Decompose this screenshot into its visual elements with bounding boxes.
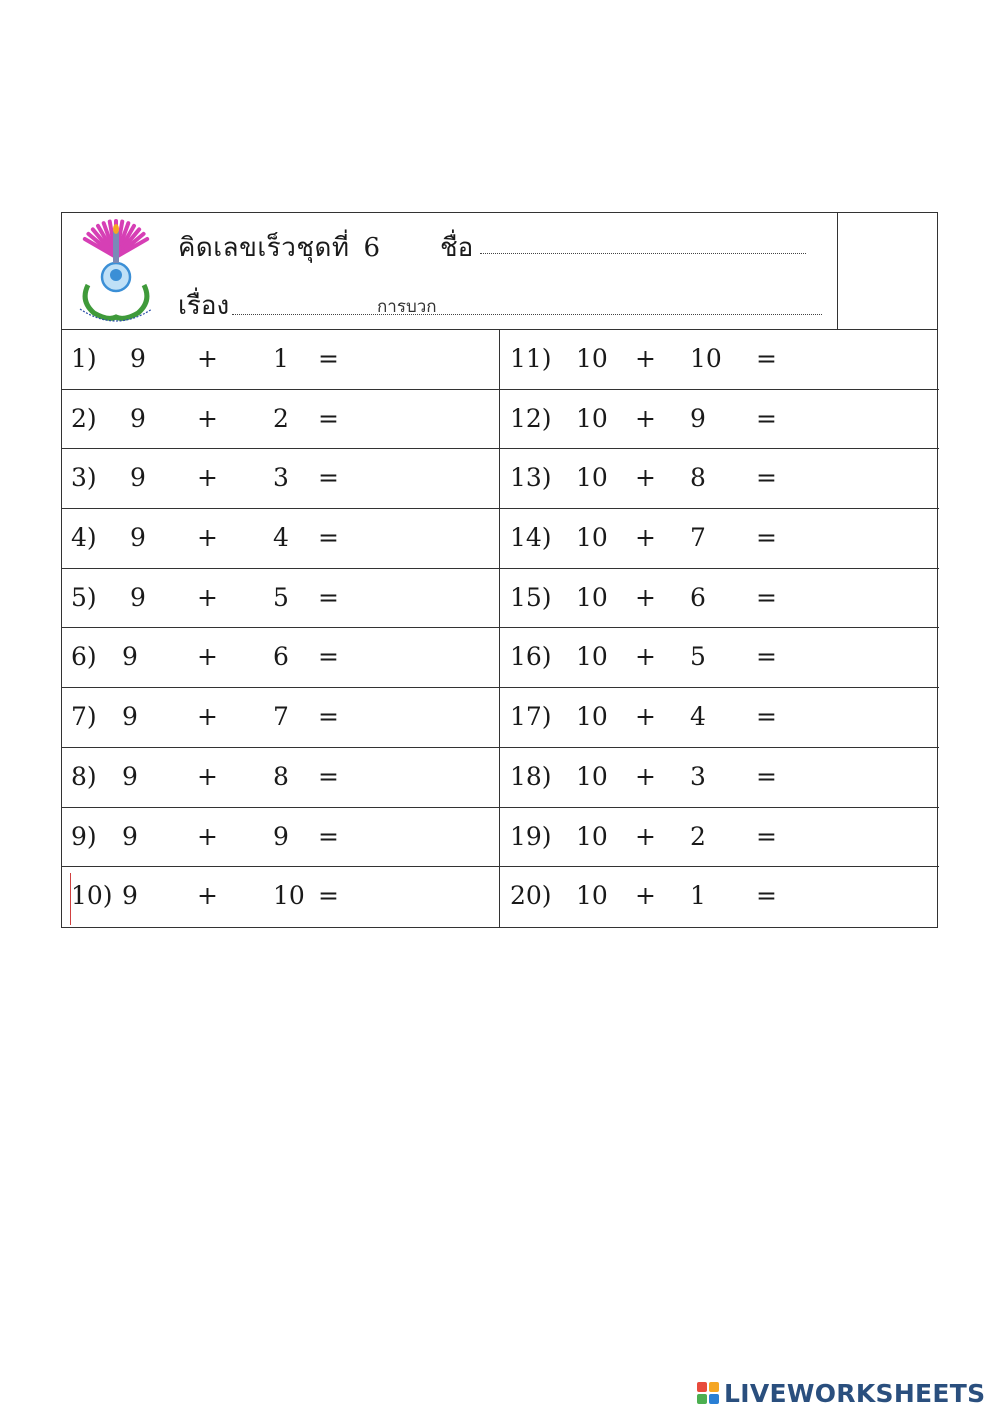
equals-sign: = <box>318 523 339 553</box>
problem-number: 17) <box>510 702 552 732</box>
problem-cell[interactable] <box>62 748 500 808</box>
second-operand: 5 <box>690 642 706 672</box>
second-operand: 3 <box>690 761 706 791</box>
problem-cell[interactable] <box>500 867 939 927</box>
second-operand: 4 <box>273 523 289 553</box>
problem-cell[interactable] <box>62 808 500 868</box>
worksheet-title <box>178 227 381 268</box>
first-operand: 10 <box>576 761 608 791</box>
equals-sign: = <box>756 821 777 851</box>
operator: + <box>197 582 218 612</box>
logo-block <box>697 1394 707 1404</box>
second-operand: 8 <box>273 761 289 791</box>
problem-number: 11) <box>510 344 552 373</box>
problem-cell[interactable] <box>62 449 500 509</box>
first-operand: 10 <box>576 642 608 672</box>
second-operand: 1 <box>690 881 706 911</box>
equals-sign: = <box>756 523 777 553</box>
operator: + <box>197 702 218 732</box>
problem-cell[interactable] <box>500 628 939 688</box>
problem-number: 2) <box>71 403 97 433</box>
second-operand: 1 <box>273 344 289 373</box>
first-operand: 9 <box>122 821 138 851</box>
second-operand: 9 <box>690 403 706 433</box>
first-operand: 9 <box>130 403 146 433</box>
operator: + <box>635 582 656 612</box>
first-operand: 9 <box>122 881 138 911</box>
operator: + <box>197 463 218 493</box>
problem-cell[interactable] <box>62 330 500 390</box>
problem-number: 9) <box>71 821 97 851</box>
second-operand: 2 <box>273 403 289 433</box>
first-operand: 10 <box>576 582 608 612</box>
equals-sign: = <box>756 642 777 672</box>
second-operand: 6 <box>273 642 289 672</box>
second-operand: 2 <box>690 821 706 851</box>
first-operand: 10 <box>576 523 608 553</box>
operator: + <box>197 403 218 433</box>
operator: + <box>197 344 218 373</box>
problem-grid <box>61 330 938 928</box>
problem-number: 18) <box>510 761 552 791</box>
first-operand: 9 <box>122 761 138 791</box>
operator: + <box>635 881 656 911</box>
problem-number: 16) <box>510 642 552 672</box>
problem-cell[interactable] <box>500 808 939 868</box>
topic-label: เรื่อง <box>178 291 230 321</box>
watermark-text: LIVEWORKSHEETS <box>724 1378 986 1408</box>
operator: + <box>635 642 656 672</box>
worksheet-header <box>61 212 938 330</box>
equals-sign: = <box>318 821 339 851</box>
problem-cell[interactable] <box>500 748 939 808</box>
first-operand: 9 <box>130 344 146 373</box>
equals-sign: = <box>756 881 777 911</box>
worksheet <box>61 212 938 928</box>
problem-cell[interactable] <box>62 688 500 748</box>
problem-cell[interactable] <box>500 390 939 450</box>
operator: + <box>197 881 218 911</box>
topic-field <box>232 314 822 315</box>
problem-number: 5) <box>71 582 97 612</box>
operator: + <box>197 523 218 553</box>
second-operand: 4 <box>690 702 706 732</box>
first-operand: 10 <box>576 403 608 433</box>
school-emblem-icon <box>74 217 158 325</box>
equals-sign: = <box>318 702 339 732</box>
liveworksheets-logo <box>697 1378 985 1408</box>
problem-number: 4) <box>71 523 97 553</box>
problem-cell[interactable] <box>500 509 939 569</box>
first-operand: 9 <box>122 642 138 672</box>
problem-number: 3) <box>71 463 97 493</box>
problem-number: 19) <box>510 821 552 851</box>
equals-sign: = <box>756 463 777 493</box>
problem-number: 7) <box>71 702 97 732</box>
problem-number: 20) <box>510 881 552 911</box>
problem-cell[interactable] <box>500 449 939 509</box>
problem-cell[interactable] <box>62 867 500 927</box>
logo-block <box>709 1394 719 1404</box>
equals-sign: = <box>756 761 777 791</box>
problem-cell[interactable] <box>62 509 500 569</box>
equals-sign: = <box>318 642 339 672</box>
first-operand: 10 <box>576 463 608 493</box>
second-operand: 5 <box>273 582 289 612</box>
first-operand: 9 <box>130 582 146 612</box>
first-operand: 9 <box>130 463 146 493</box>
problem-number: 15) <box>510 582 552 612</box>
problem-number: 1) <box>71 344 97 373</box>
first-operand: 10 <box>576 702 608 732</box>
first-operand: 10 <box>576 881 608 911</box>
equals-sign: = <box>318 582 339 612</box>
score-box <box>837 213 937 329</box>
operator: + <box>635 344 656 373</box>
second-operand: 3 <box>273 463 289 493</box>
problem-cell[interactable] <box>62 628 500 688</box>
equals-sign: = <box>318 463 339 493</box>
problem-cell[interactable] <box>500 569 939 629</box>
operator: + <box>635 761 656 791</box>
problem-number: 6) <box>71 642 97 672</box>
first-operand: 9 <box>130 523 146 553</box>
equals-sign: = <box>318 881 339 911</box>
problem-number: 14) <box>510 523 552 553</box>
second-operand: 9 <box>273 821 289 851</box>
name-field[interactable] <box>480 253 806 254</box>
second-operand: 10 <box>273 881 305 911</box>
operator: + <box>197 761 218 791</box>
problem-number: 10) <box>71 881 113 911</box>
equals-sign: = <box>318 403 339 433</box>
equals-sign: = <box>318 344 339 373</box>
first-operand: 9 <box>122 702 138 732</box>
operator: + <box>635 702 656 732</box>
operator: + <box>635 403 656 433</box>
problem-number: 12) <box>510 403 552 433</box>
equals-sign: = <box>756 582 777 612</box>
second-operand: 7 <box>273 702 289 732</box>
logo-block <box>709 1382 719 1392</box>
operator: + <box>197 642 218 672</box>
logo-block <box>697 1382 707 1392</box>
cursor-mark <box>70 873 71 925</box>
equals-sign: = <box>756 403 777 433</box>
first-operand: 10 <box>576 344 608 373</box>
problem-cell[interactable] <box>500 688 939 748</box>
operator: + <box>197 821 218 851</box>
problem-number: 8) <box>71 761 97 791</box>
second-operand: 10 <box>690 344 722 373</box>
operator: + <box>635 821 656 851</box>
problem-number: 13) <box>510 463 552 493</box>
first-operand: 10 <box>576 821 608 851</box>
name-label: ชื่อ <box>440 233 474 263</box>
problem-cell[interactable] <box>62 569 500 629</box>
title-text: คิดเลขเร็วชุดที่ <box>178 233 350 263</box>
equals-sign: = <box>756 344 777 373</box>
equals-sign: = <box>318 761 339 791</box>
second-operand: 6 <box>690 582 706 612</box>
topic-value: การบวก <box>377 297 437 317</box>
equals-sign: = <box>756 702 777 732</box>
second-operand: 7 <box>690 523 706 553</box>
problem-cell[interactable] <box>500 330 939 390</box>
operator: + <box>635 523 656 553</box>
second-operand: 8 <box>690 463 706 493</box>
problem-cell[interactable] <box>62 390 500 450</box>
liveworksheets-blocks-icon <box>697 1382 719 1404</box>
operator: + <box>635 463 656 493</box>
set-number: 6 <box>363 233 381 263</box>
